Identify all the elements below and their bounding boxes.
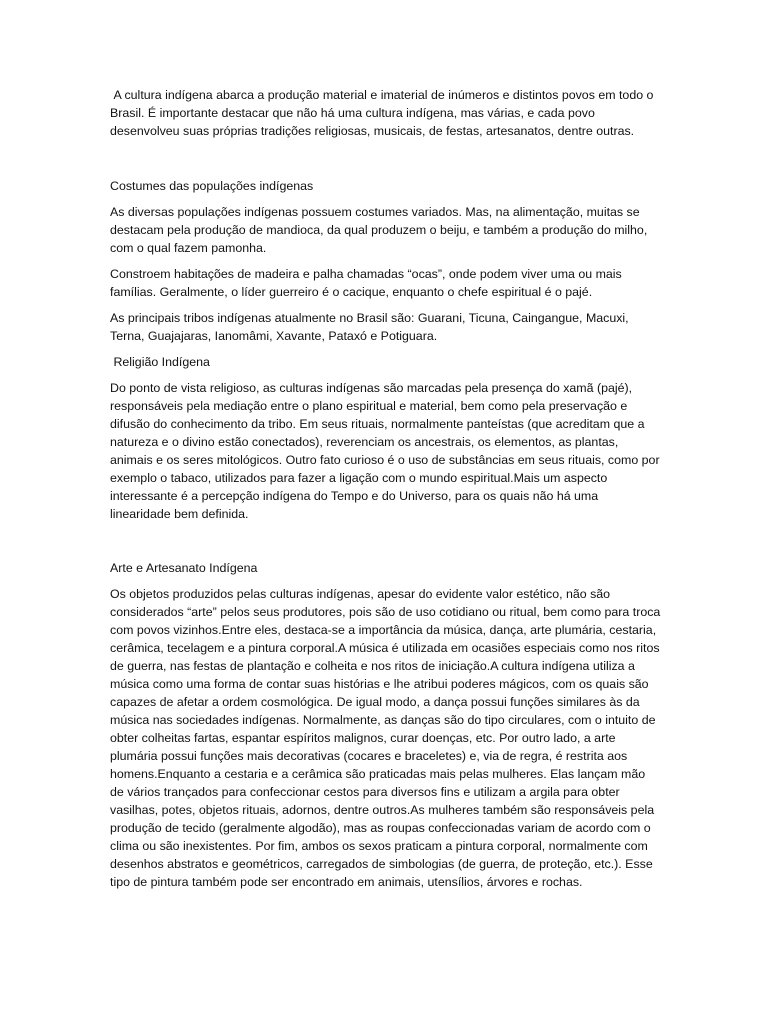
paragraph-arte: Os objetos produzidos pelas culturas indígenas, apesar do evidente valor estético, não são considerados “arte” pelos seus produtores, pois são de uso cotidiano ou ritual, bem como para troca com povos vizinhos.Entre eles, destaca-se a importância da música, dança, arte plumária, cestaria, cerâmica, tecelagem e a pintura corporal.A música é utilizada em ocasiões especiais como nos ritos de guerra, nas festas de plantação e colheita e nos ritos de iniciação.A cultura indígena utiliza a música como uma forma de contar suas histórias e lhe atribui poderes mágicos, com os quais são capazes de afetar a ordem cosmológica. De igual modo, a dança possui funções similares às da música nas sociedades indígenas. Normalmente, as danças são do tipo circulares, com o intuito de obter colheitas fartas, espantar espíritos malignos, curar doenças, etc. Por outro lado, a arte plumária possui funções mais decorativas (cocares e braceletes) e, via de regra, é restrita aos homens.Enquanto a cestaria e a cerâmica são praticadas mais pelas mulheres. Elas lançam mão de vários trançados para confeccionar cestos para diversos fins e utilizam a argila para obter vasilhas, potes, objetos rituais, adornos, dentre outros.As mulheres também são responsáveis pela produção de tecido (geralmente algodão), mas as roupas confeccionadas variam de acordo com o clima ou são inexistentes. Por fim, ambos os sexos praticam a pintura corporal, normalmente com desenhos abstratos e geométricos, carregados de simbologias (de guerra, de proteção, etc.). Esse tipo de pintura também pode ser encontrado em animais, utensílios, árvores e rochas.: [110, 587, 661, 889]
paragraph-alimentacao: As diversas populações indígenas possuem costumes variados. Mas, na alimentação, muitas se destacam pela produção de mandioca, da qual produzem o beiju, e também a produção do milho, com o qual fazem pamonha.: [110, 205, 648, 255]
document-page: [110, 86, 662, 899]
section-heading-costumes: Costumes das populações indígenas: [110, 179, 314, 193]
section-heading-religiao: Religião Indígena: [110, 355, 210, 369]
section-heading-arte: Arte e Artesanato Indígena: [110, 561, 258, 575]
paragraph-tribos: As principais tribos indígenas atualmente no Brasil são: Guarani, Ticuna, Caingangue, Macuxi, Terna, Guajajaras, Ianomâmi, Xavante, Pataxó e Potiguara.: [110, 311, 629, 343]
paragraph-habitacoes: Constroem habitações de madeira e palha chamadas “ocas”, onde podem viver uma ou mais famílias. Geralmente, o líder guerreiro é o cacique, enquanto o chefe espiritual é o pajé.: [110, 267, 622, 299]
intro-paragraph: A cultura indígena abarca a produção material e imaterial de inúmeros e distintos povos em todo o Brasil. É importante destacar que não há uma cultura indígena, mas várias, e cada povo desenvolveu suas próprias tradições religiosas, musicais, de festas, artesanatos, dentre outras.: [110, 88, 657, 138]
paragraph-religiao: Do ponto de vista religioso, as culturas indígenas são marcadas pela presença do xamã (pajé), responsáveis pela mediação entre o plano espiritual e material, bem como pela preservação e difusão do conhecimento da tribo. Em seus rituais, normalmente panteístas (que acreditam que a natureza e o divino estão conectados), reverenciam os ancestrais, os elementos, as plantas, animais e os seres mitológicos. Outro fato curioso é o uso de substâncias em seus rituais, como por exemplo o tabaco, utilizados para fazer a ligação com o mundo espiritual.Mais um aspecto interessante é a percepção indígena do Tempo e do Universo, para os quais não há uma linearidade bem definida.: [110, 381, 660, 521]
